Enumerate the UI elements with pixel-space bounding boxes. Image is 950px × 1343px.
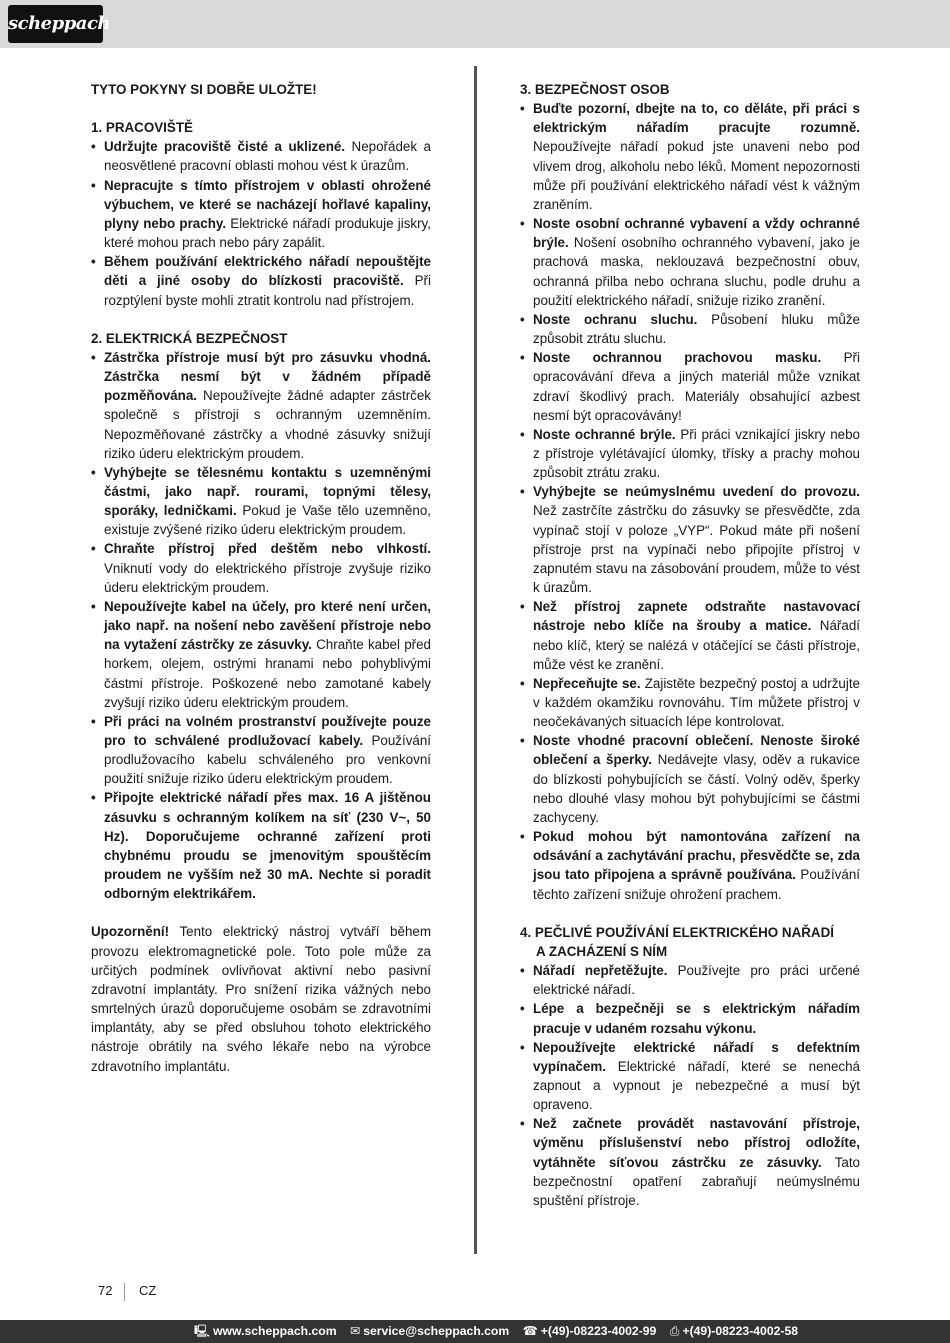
section-heading-tool-use: 4. PEČLIVÉ POUŽÍVÁNÍ ELEKTRICKÉHO NAŘADÍ [520,924,834,940]
list-item: • Noste ochranu sluchu. Působení hluku může způsobit ztrátu sluchu. [520,310,860,348]
document-title: TYTO POKYNY SI DOBŘE ULOŽTE! [91,82,317,97]
list-item: • Udržujte pracoviště čisté a uklizené. Nepořádek a neosvětlené pracovní oblasti mohou vést k úrazům. [91,137,431,175]
right-column [520,80,860,1210]
section-heading-tool-use-cont: A ZACHÁZENÍ S NÍM [536,943,668,959]
fax-icon: ⎙ [669,1324,680,1338]
emf-warning: Upozornění! Tento elektrický nástroj vytváří během provozu elektromagnetické pole. Toto pole může za určitých podmínek ovlivňovat aktivní nebo pasivní zdravotní implantáty. Pro snížení rizika vážných nebo smrtelných úrazů doporučujeme osobám se zdravotními implantáty, aby se před obsluhou tohoto elektrického nástroje obrátily na svého lékaře nebo na výrobce zdravotního implantátu. [91,924,431,1074]
tool-use-list [520,961,860,1210]
phone-icon: ☎ [522,1324,538,1338]
page-number: 72 [98,1283,113,1298]
brand-logo: scheppach [8,5,103,43]
list-item: • Noste osobní ochranné vybavení a vždy ochranné brýle. Nošení osobního ochranného vybavení, jako je prachová maska, neklouzavá bezpečnostní obuv, ochranná přilba nebo ochrana sluchu, podle druhu a použití elektrického nářadí, snižuje riziko zranění. [520,214,860,310]
computer-icon: 🖳 [193,1324,211,1338]
website-contact[interactable]: 🖳 www.scheppach.com [193,1324,337,1338]
page-footer [98,1282,156,1304]
envelope-icon: ✉ [349,1324,361,1338]
column-divider [474,66,477,1254]
list-item: • Noste ochrannou prachovou masku. Při opracovávání dřeva a jiných materiál může vznikat zdraví škodlivý prach. Materiály obsahující azbest nesmí být opracovávány! [520,348,860,425]
list-item: • Nepřeceňujte se. Zajistěte bezpečný postoj a udržujte v každém okamžiku rovnováhu. Tím můžete přístroj v neočekávaných situacích lépe kontrolovat. [520,674,860,731]
footer-separator [124,1283,125,1301]
list-item: • Nářadí nepřetěžujte. Používejte pro práci určené elektrické nářadí. [520,961,860,999]
list-item: • Vyhýbejte se tělesnému kontaktu s uzemněnými částmi, jako např. rourami, topnými tělesy, sporáky, ledničkami. Pokud je Vaše tělo uzemněno, existuje zvýšené riziko úderu elektrickým proudem. [91,463,431,540]
header-bar [0,0,950,48]
list-item: • Noste vhodné pracovní oblečení. Nenoste široké oblečení a šperky. Nedávejte vlasy, oděv a rukavice do blízkosti pohybujících se částí. Volný oděv, šperky nebo dlouhé vlasy mohou být pohybujícími se částmi zachyceny. [520,731,860,827]
fax-contact: ⎙ +(49)-08223-4002-58 [669,1324,798,1338]
electrical-list [91,348,431,904]
phone-contact: ☎ +(49)-08223-4002-99 [522,1324,657,1338]
language-code: CZ [139,1283,157,1298]
list-item: • Nepracujte s tímto přístrojem v oblasti ohrožené výbuchem, ve které se nacházejí hořlavé kapaliny, plyny nebo prachy. Elektrické nářadí produkuje jiskry, které mohou prach nebo páry zapálit. [91,176,431,253]
section-heading-personal-safety: 3. BEZPEČNOST OSOB [520,82,670,97]
list-item: • Chraňte přístroj před deštěm nebo vlhkostí. Vniknutí vody do elektrického přístroje zvyšuje riziko úderu elektrickým proudem. [91,539,431,596]
contact-bar [0,1320,950,1343]
list-item: • Nepoužívejte elektrické nářadí s defektním vypínačem. Elektrické nářadí, které se nenechá zapnout a vypnout je nebezpečné a musí být opraveno. [520,1038,860,1115]
list-item: • Při práci na volném prostranství používejte pouze pro to schválené prodlužovací kabely. Používání prodlužovacího kabelu schváleného pro venkovní použití snižuje riziko úderu elektrickým proudem. [91,712,431,789]
list-item: • Nepoužívejte kabel na účely, pro které není určen, jako např. na nošení nebo zavěšení přístroje nebo na vytažení zástrčky ze zásuvky. Chraňte kabel před horkem, olejem, ostrými hranami nebo pohyblivými částmi přístroje. Poškozené nebo zamotané kabely zvyšují riziko úderu elektrickým proudem. [91,597,431,712]
left-column [91,80,431,1076]
list-item: • Připojte elektrické nářadí přes max. 16 A jištěnou zásuvku s ochranným kolíkem na síť (230 V~, 50 Hz). Doporučujeme ochranné zařízení proti chybnému proudu se jmenovitým spouštěcím proudem ne vyšším než 30 mA. Nechte si poradit odborným elektrikářem. [91,788,431,903]
list-item: • Noste ochranné brýle. Při práci vznikající jiskry nebo z přístroje vylétávající úlomky, třísky a prachy mohou způsobit ztrátu zraku. [520,425,860,482]
list-item: • Než přístroj zapnete odstraňte nastavovací nástroje nebo klíče na šrouby a matice. Nářadí nebo klíč, který se nalézá v otáčející se části přístroje, může vést ke zranění. [520,597,860,674]
list-item: • Během používání elektrického nářadí nepouštějte děti a jiné osoby do blízkosti pracoviště. Při rozptýlení byste mohli ztratit kontrolu nad přístrojem. [91,252,431,309]
list-item: • Vyhýbejte se neúmyslnému uvedení do provozu. Než zastrčíte zástrčku do zásuvky se přesvědčte, zda vypínač stojí v poloze „VYP“. Pokud máte při nošení přístroje prst na vypínači nebo připojíte přístroj v zapnutém stavu na zásobování proudem, může to vést k úrazům. [520,482,860,597]
section-heading-workplace: 1. PRACOVIŠTĚ [91,120,193,136]
list-item: • Lépe a bezpečněji se s elektrickým nářadím pracuje v udaném rozsahu výkonu. [520,999,860,1037]
list-item: • Pokud mohou být namontována zařízení na odsávání a zachytávání prachu, přesvědčte se, zda jsou tato připojena a správně používána. Používání těchto zařízení snižuje ohrožení prachem. [520,827,860,904]
email-contact[interactable]: ✉ service@scheppach.com [349,1324,510,1338]
list-item: • Zástrčka přístroje musí být pro zásuvku vhodná. Zástrčka nesmí být v žádném případě pozměňována. Nepoužívejte žádné adapter zástrček společně s přístroji s ochranným uzemněním. Nepozměňované zástrčky a vhodné zásuvky snižují riziko úderu elektrickým proudem. [91,348,431,463]
list-item: • Než začnete provádět nastavování přístroje, výměnu příslušenství nebo přístroj odložíte, vytáhněte síťovou zástrčku ze zásuvky. Tato bezpečnostní opatření zabraňují neúmyslnému spuštění přístroje. [520,1114,860,1210]
section-heading-electrical: 2. ELEKTRICKÁ BEZPEČNOST [91,330,288,346]
personal-safety-list [520,99,860,904]
workplace-list [91,137,431,309]
list-item: • Buďte pozorní, dbejte na to, co děláte, při práci s elektrickým nářadím pracujte rozumně. Nepoužívejte nářadí pokud jste unaveni nebo pod vlivem drog, alkoholu nebo léků. Moment nepozornosti může při používání elektrického nářadí vést k vážným zraněním. [520,99,860,214]
